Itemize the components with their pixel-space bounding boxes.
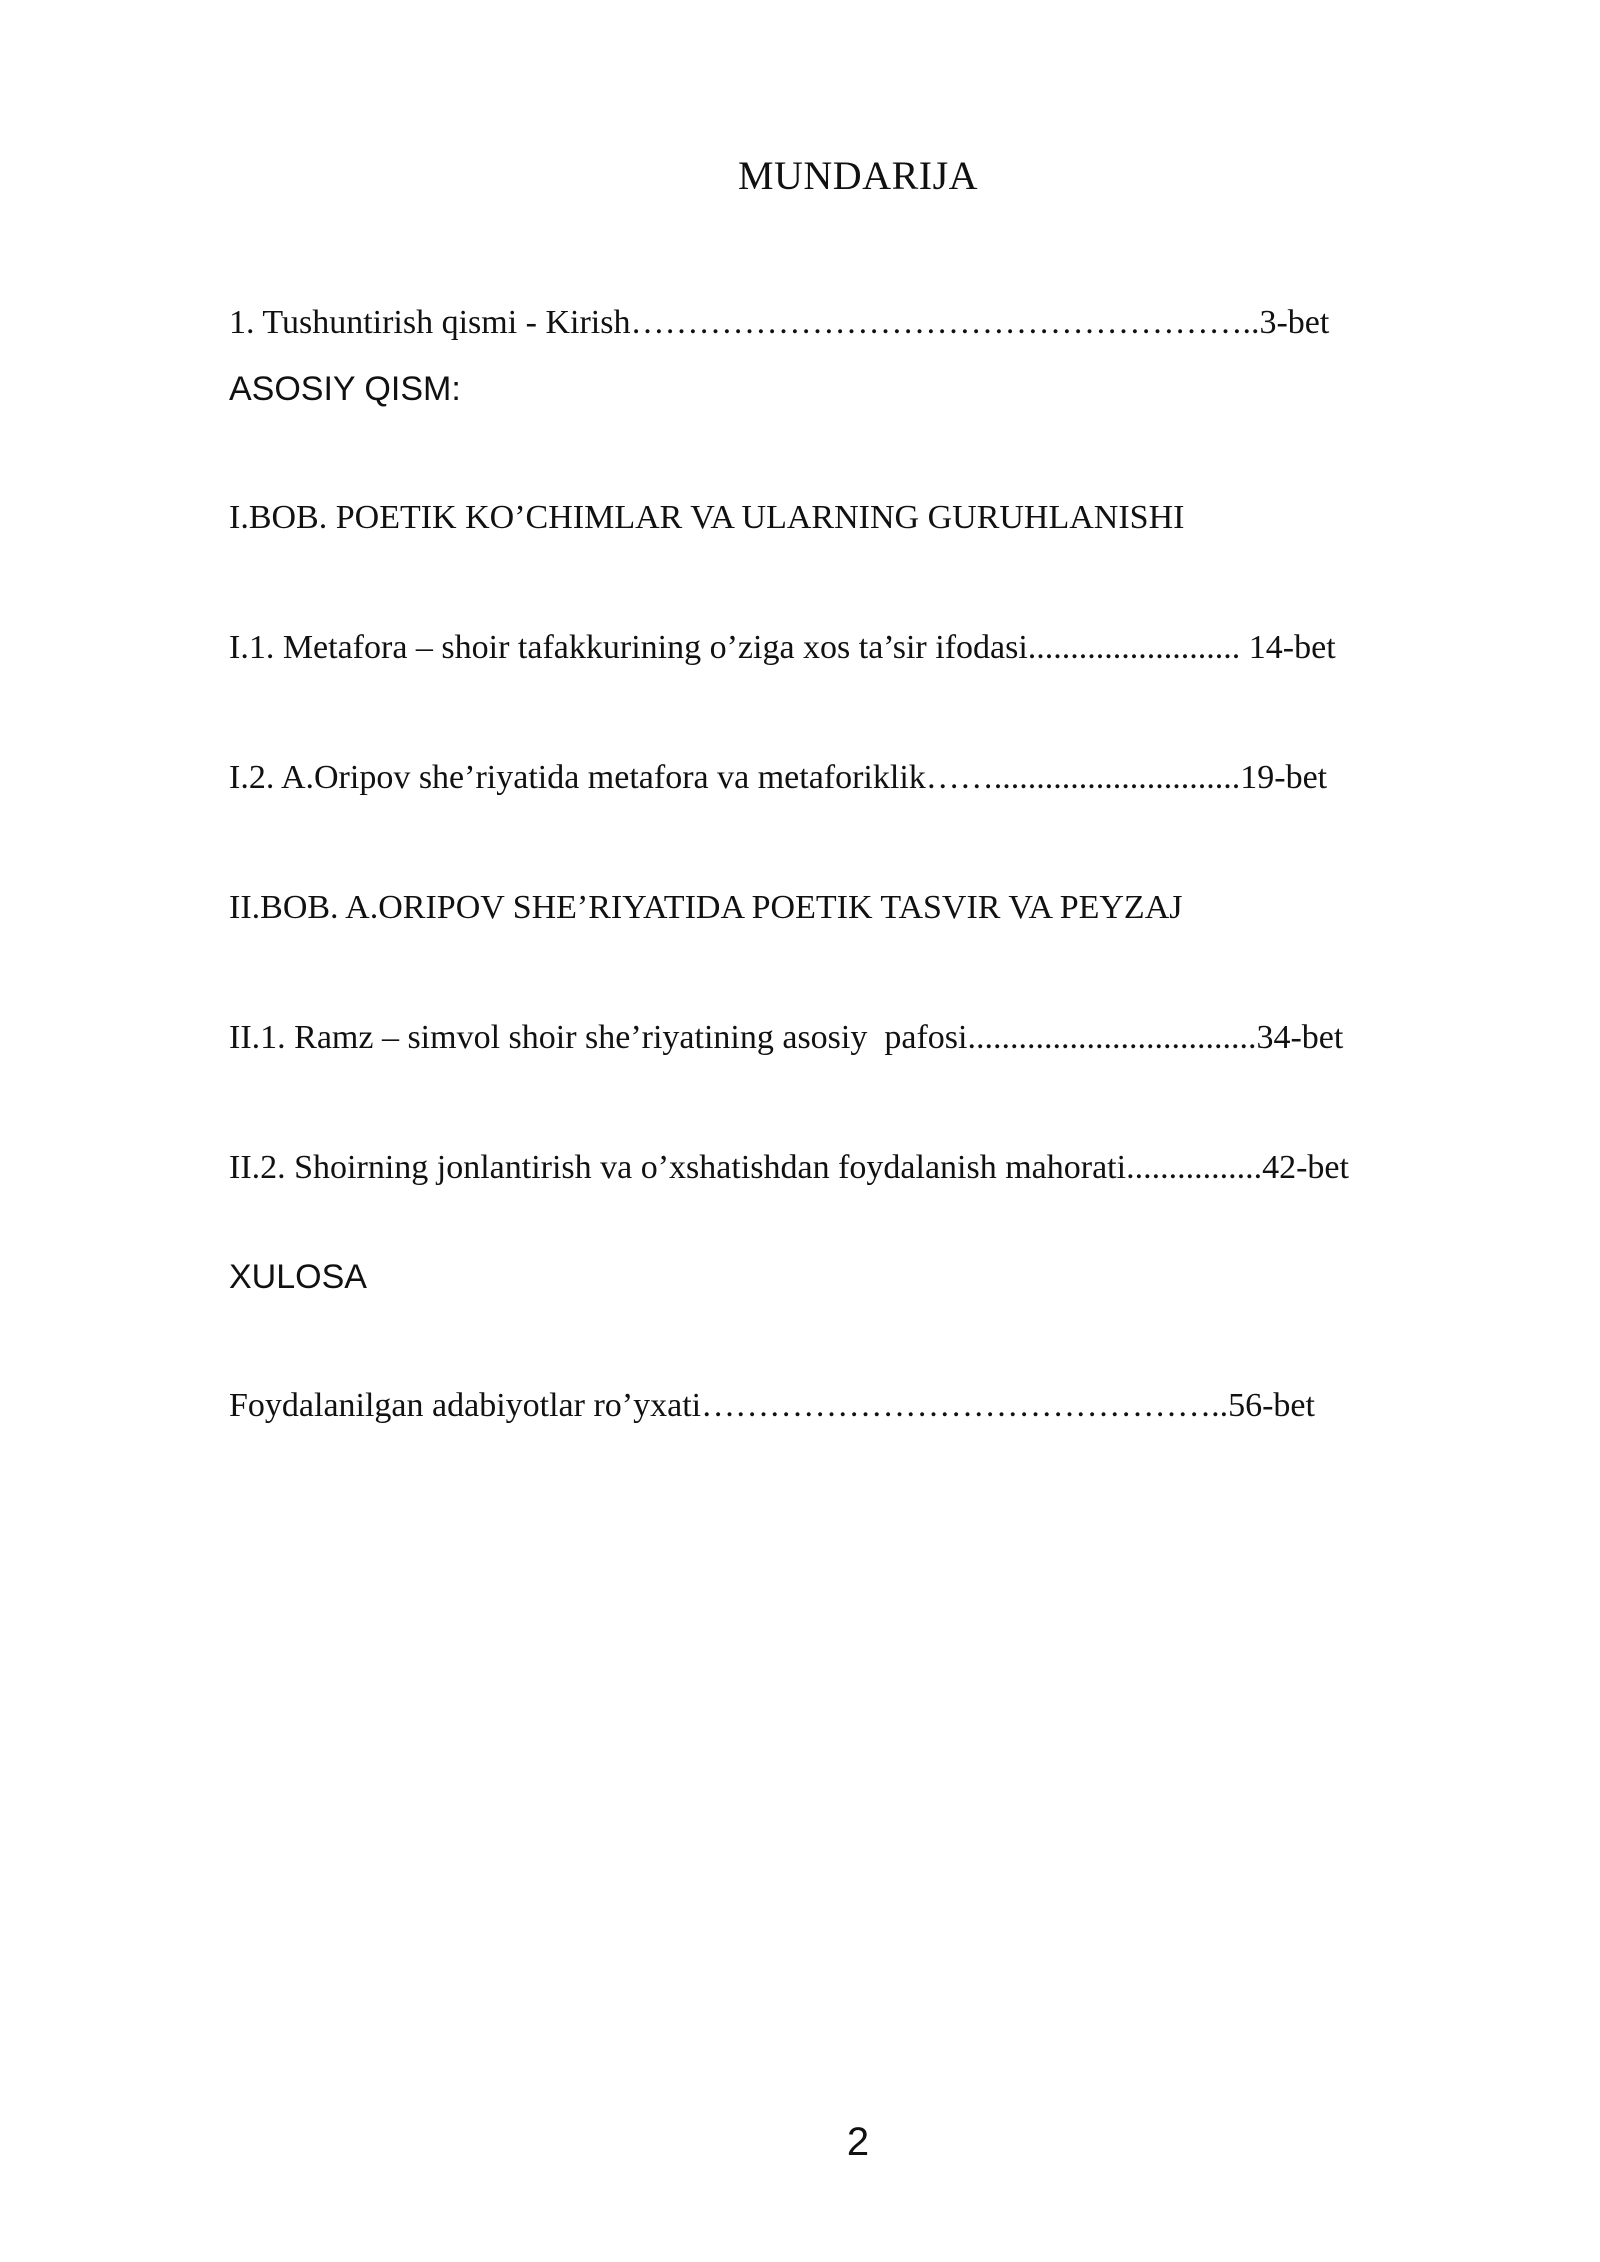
toc-bibliography: Foydalanilgan adabiyotlar ro’yxati………………………………………..56-bet [229, 1387, 1315, 1424]
toc-section-main-part: ASOSIY QISM: [229, 370, 461, 408]
page-number: 2 [846, 2120, 870, 2164]
toc-title: MUNDARIJA [737, 153, 979, 198]
toc-chapter-2: II.BOB. A.ORIPOV SHE’RIYATIDA POETIK TASVIR VA PEYZAJ [229, 889, 1183, 926]
toc-entry-1-1: I.1. Metafora – shoir tafakkurining o’ziga xos ta’sir ifodasi......................... 14-bet [229, 629, 1336, 666]
toc-conclusion: XULOSA [229, 1258, 367, 1296]
toc-entry-2-2: II.2. Shoirning jonlantirish va o’xshatishdan foydalanish mahorati................42-bet [229, 1149, 1349, 1186]
toc-entry-2-1: II.1. Ramz – simvol shoir she’riyatining asosiy pafosi..................................34-bet [229, 1019, 1344, 1056]
toc-chapter-1: I.BOB. POETIK KO’CHIMLAR VA ULARNING GURUHLANISHI [229, 499, 1185, 536]
toc-entry-introduction: 1. Tushuntirish qismi - Kirish………………………………………………..3-bet [229, 304, 1330, 341]
toc-entry-1-2: I.2. A.Oripov she’riyatida metafora va metaforiklik…….............................19-bet [229, 759, 1328, 796]
